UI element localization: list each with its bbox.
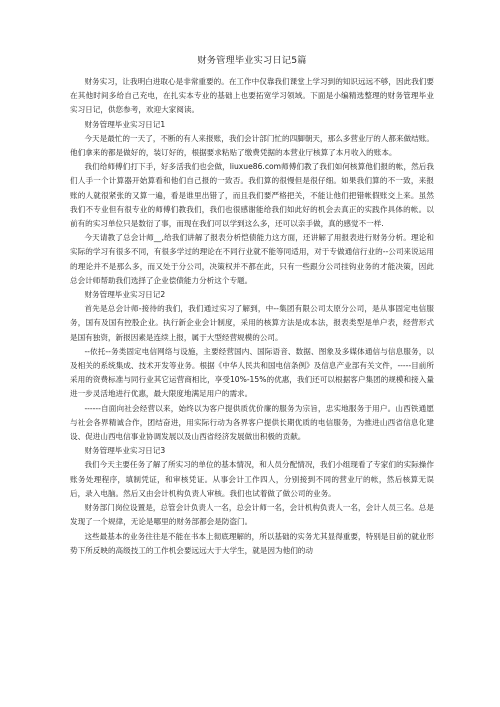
document-title: 财务管理毕业实习日记5篇 <box>197 55 307 66</box>
intro-paragraph: 财务实习，让我明白进取心是非常重要的。在工作中仅靠我们课堂上学习到的知识远远不够，因此我们要在其他时间多给自己充电，在扎实本专业的基础上也要拓宽学习领域。下面是小编精选整理的财务管理毕业实习日记，供您参考，欢迎大家阅读。 <box>70 77 434 115</box>
section-paragraph: 我们今天主要任务了解了所实习的单位的基本情况，和人员分配情况，我们小组现看了专家们的实际操作账务处理程序，填制凭证，和审核凭证。从事会计工作四人，分别接到不同的营业厅的帐，然后核算无误后，录入电脑。然后又由会计机构负责人审核。我们也试着做了做公司的业务。 <box>70 460 434 498</box>
section-paragraph: 今天是最忙的一天了，不断的有人来报账，我们会计部门忙的四脚朝天，那么多营业厅的人都来做结账。他们拿来的都是做好的，装订好的，根据要求粘贴了缴费凭据的本营业厅核算了本月收入的账本。 <box>70 133 434 158</box>
section-heading: 财务管理毕业实习日记2 <box>84 290 166 300</box>
section-paragraph: 财务部门岗位设置是，总管会计负责人一名，总会计师一名，会计机构负责人一名，会计人员三名。总是发现了一个规律，无论是哪里的财务部都会是防盗门。 <box>70 503 434 527</box>
section-3 <box>70 444 434 558</box>
section-paragraph: 我们给师傅们打下手，好多活我们也会做，liuxue86.com师傅们教了我们如何核算他们报的帐，然后我们人手一个计算器开始算看和他们自己报的一致否。我们算的很慢但是很仔细。如果我们算的不一致，来报账的人就很紧张的又算一遍，看是谁里出错了，而且我们要严格把关，不能让他们把错帐假账交上来。虽然我们不专业但有很专业的师傅们教我们，我们也很感谢能给我们如此好的机会去真正的实践作具体的帐。以前有的实习单位只是数衍了事，而现在我们可以学到这么多，还可以亲手做，真的感觉不一样. <box>70 162 434 229</box>
section-paragraph: 今天请教了总会计师__,给我们讲解了报表分析恺债能力这方面，还讲解了用报表进行财务分析。理论和实际的学习有很多不同，有很多学过的理论在不同行业就不能等同适用，对于专做通信行业的--公司来说运用的理论并不是那么多，而又处于分公司，决策权并不都在此，只有一些跟分公司挂钩业务的才能决策，因此总会计师帮助我们选择了企业偿债能力分析这个专题。 <box>70 233 434 285</box>
section-1 <box>70 118 434 288</box>
section-2 <box>70 288 434 444</box>
section-paragraph: ------自面向社会经营以来，始终以为客户提供质优价廉的服务为宗旨，忠实地服务于用户。山西铁通愿与社会各界精诚合作，团结奋进，用实际行动为各界客户提供长期优质的电信服务，为推进山西省信息化建设、促进山西电信事业协调发展以及山西省经济发展做出积极的贡献。 <box>70 403 434 442</box>
section-paragraph: 首先是总会计师-接待的我们，我们通过实习了解到，中--集团有限公司太原分公司，是从事固定电信服务，国有及国有控股企业。执行新企业会计制度，采用的核算方法是成本法，报表类型是单户表，经营形式是国有独资，新报因素是连续上报，属于大型经营规模的公司。 <box>70 304 434 342</box>
section-paragraph: --依托--务类固定电信网络与设施，主要经营国内、国际语音、数据、图象及多媒体通信与信息服务，以及相关的系统集成、技术开发等业务。根据《中华人民共和国电信条例》及信息产业部有关文件，-----目前所采用的资费标准与同行业其它运营商相比，享受10%-15%的优惠，我们还可以根据客户集团的规模和接入量进一步灵活地进行优惠，最大限度地满足用户的需求。 <box>70 346 434 399</box>
section-paragraph: 这些最基本的业务往往是不能在书本上彻底理解的，所以基础的实务尤其显得重要，特别是目前的就业形势下所反映的高级技工的工作机会要远远大于大学生，就是因为他们的动 <box>70 531 434 555</box>
section-heading: 财务管理毕业实习日记3 <box>84 446 166 456</box>
section-heading: 财务管理毕业实习日记1 <box>84 119 166 129</box>
